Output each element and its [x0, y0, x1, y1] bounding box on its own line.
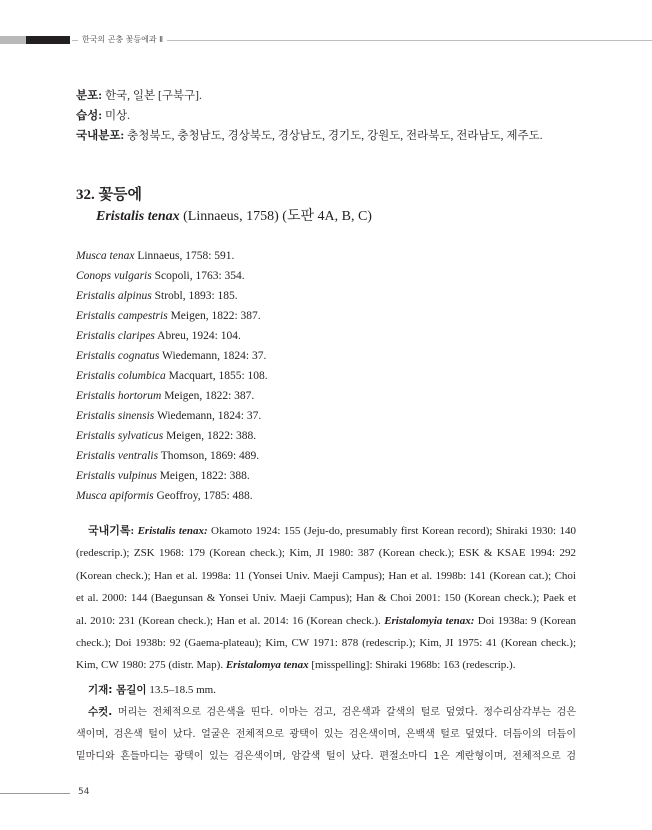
synonym-item — [76, 406, 268, 426]
synonym-name: Eristalis campestris — [76, 310, 168, 322]
domestic-distribution-label: 국내분포: — [76, 130, 125, 142]
distribution-label: 분포: — [76, 90, 103, 102]
synonym-name: Eristalis claripes — [76, 330, 155, 342]
synonym-item — [76, 346, 268, 366]
records-text: [misspelling]: Shiraki 1968b: 163 (redescrip.). — [308, 659, 516, 672]
distribution-block — [76, 86, 576, 146]
records-text: (Korean check.); Han et al. 1998a: 11 (Yonsei Univ. Maeji Campus); Han et al. 1998b: 141 (Korean cat.); Choi — [76, 569, 576, 582]
records-line — [76, 520, 576, 542]
synonym-name: Eristalis hortorum — [76, 390, 162, 402]
records-taxon: Eristalomyia tenax: — [384, 614, 475, 627]
records-line — [76, 587, 576, 609]
species-name-line — [96, 205, 372, 225]
synonym-name: Musca apiformis — [76, 490, 154, 502]
description-line — [76, 745, 576, 767]
records-label: 국내기록: — [88, 525, 135, 537]
synonym-ref: Linnaeus, 1758: 591. — [134, 250, 235, 262]
footer-rule — [0, 793, 70, 794]
records-line — [76, 654, 576, 676]
synonym-item — [76, 486, 268, 506]
synonym-ref: Scopoli, 1763: 354. — [151, 270, 245, 282]
synonym-name: Eristalis ventralis — [76, 450, 159, 462]
synonym-ref: Wiedemann, 1824: 37. — [154, 410, 262, 422]
synonym-name: Eristalis columbica — [76, 370, 166, 382]
records-taxon: Eristalomya tenax — [225, 659, 309, 672]
synonym-ref: Strobl, 1893: 185. — [151, 290, 238, 302]
synonym-ref: Abreu, 1924: 104. — [154, 330, 241, 342]
domestic-distribution-text: 충청북도, 충청남도, 경상북도, 경상남도, 경기도, 강원도, 전라북도, 전라남도, 제주도. — [124, 130, 543, 142]
records-text: (redescrip.); ZSK 1968: 179 (Korean check.); Kim, JI 1980: 387 (Korean check.); ESK & KSAE 1994: 292 — [76, 547, 576, 560]
species-authority: (Linnaeus, 1758) (도판 4A, B, C) — [179, 209, 372, 224]
synonym-item — [76, 366, 268, 386]
records-line — [76, 610, 576, 632]
synonym-item — [76, 326, 268, 346]
synonym-ref: Macquart, 1855: 108. — [165, 370, 268, 382]
records-line — [76, 565, 576, 587]
records-text: check.); Doi 1938b: 92 (Gaema-plateau); Kim, CW 1971: 878 (redescrip.); Kim, JI 1975: 41 (Korean check.); — [76, 636, 576, 649]
description-text: 밑마디와 흔들마디는 광택이 있는 검은색이며, 암갈색 털이 났다. 편절소마디 1은 계란형이며, 전체적으로 검 — [76, 751, 576, 762]
habit-text: 미상. — [102, 110, 131, 122]
synonym-item — [76, 246, 268, 266]
male-label: 수컷. — [88, 706, 113, 718]
records-line — [76, 632, 576, 654]
records-text: et al. 2000: 144 (Baegunsan & Yonsei Univ. Maeji Campus); Han & Choi 2001: 150 (Korean check.); Paek et — [76, 592, 576, 605]
synonym-ref: Wiedemann, 1824: 37. — [159, 350, 267, 362]
records-line — [76, 542, 576, 564]
description-block — [76, 679, 576, 767]
distribution-text: 한국, 일본 [구북구]. — [102, 90, 202, 102]
running-title: 한국의 곤충 꽃등에과 Ⅱ — [78, 34, 167, 45]
records-text: Doi 1938a: 9 (Korean — [474, 614, 577, 627]
synonym-ref: Thomson, 1869: 489. — [158, 450, 260, 462]
size-label: 기재: 몸길이 — [88, 684, 147, 696]
synonym-item — [76, 286, 268, 306]
synonym-item — [76, 306, 268, 326]
synonym-item — [76, 266, 268, 286]
description-line — [76, 723, 576, 745]
synonym-name: Eristalis sinensis — [76, 410, 155, 422]
synonym-item — [76, 386, 268, 406]
records-taxon: Eristalis tenax: — [137, 525, 208, 537]
synonym-name: Conops vulgaris — [76, 270, 152, 282]
species-title: 32. 꽃등에 — [76, 187, 142, 203]
synonym-name: Eristalis sylvaticus — [76, 430, 164, 442]
description-text: 머리는 전체적으로 검은색을 띤다. 이마는 검고, 검은색과 갈색의 털로 덮였다. 정수리삼각부는 검은 — [112, 707, 576, 718]
records-text: Okamoto 1924: 155 (Jeju-do, presumably first Korean record); Shiraki 1930: 140 — [207, 525, 577, 537]
domestic-distribution-line — [76, 126, 576, 146]
records-text: Kim, CW 1980: 275 (distr. Map). — [76, 659, 226, 672]
size-line — [76, 679, 576, 701]
description-line — [76, 701, 576, 723]
synonym-item — [76, 426, 268, 446]
scientific-name: Eristalis tenax — [96, 209, 180, 224]
korean-records-paragraph — [76, 520, 576, 677]
header-bar-dark — [26, 36, 70, 44]
synonym-ref: Meigen, 1822: 388. — [156, 470, 250, 482]
habit-line — [76, 106, 576, 126]
records-text: al. 2010: 231 (Korean check.); Han et al. 2014: 16 (Korean check.). — [76, 614, 385, 627]
distribution-line — [76, 86, 576, 106]
description-text: 색이며, 검은색 털이 났다. 얼굴은 전체적으로 광택이 있는 검은색이며, 은백색 털로 덮였다. 더듬이의 더듬이 — [76, 729, 576, 740]
synonym-item — [76, 466, 268, 486]
habit-label: 습성: — [76, 110, 103, 122]
synonym-ref: Meigen, 1822: 387. — [167, 310, 261, 322]
synonym-ref: Meigen, 1822: 387. — [161, 390, 255, 402]
header-bar-grey — [0, 36, 26, 44]
synonym-name: Eristalis cognatus — [76, 350, 160, 362]
synonym-name: Musca tenax — [76, 250, 135, 262]
synonym-list — [76, 246, 268, 506]
synonym-name: Eristalis alpinus — [76, 290, 152, 302]
synonym-ref: Meigen, 1822: 388. — [163, 430, 257, 442]
synonym-item — [76, 446, 268, 466]
page-number: 54 — [78, 787, 90, 797]
synonym-ref: Geoffroy, 1785: 488. — [153, 490, 253, 502]
size-value: 13.5–18.5 mm. — [146, 684, 216, 696]
synonym-name: Eristalis vulpinus — [76, 470, 157, 482]
